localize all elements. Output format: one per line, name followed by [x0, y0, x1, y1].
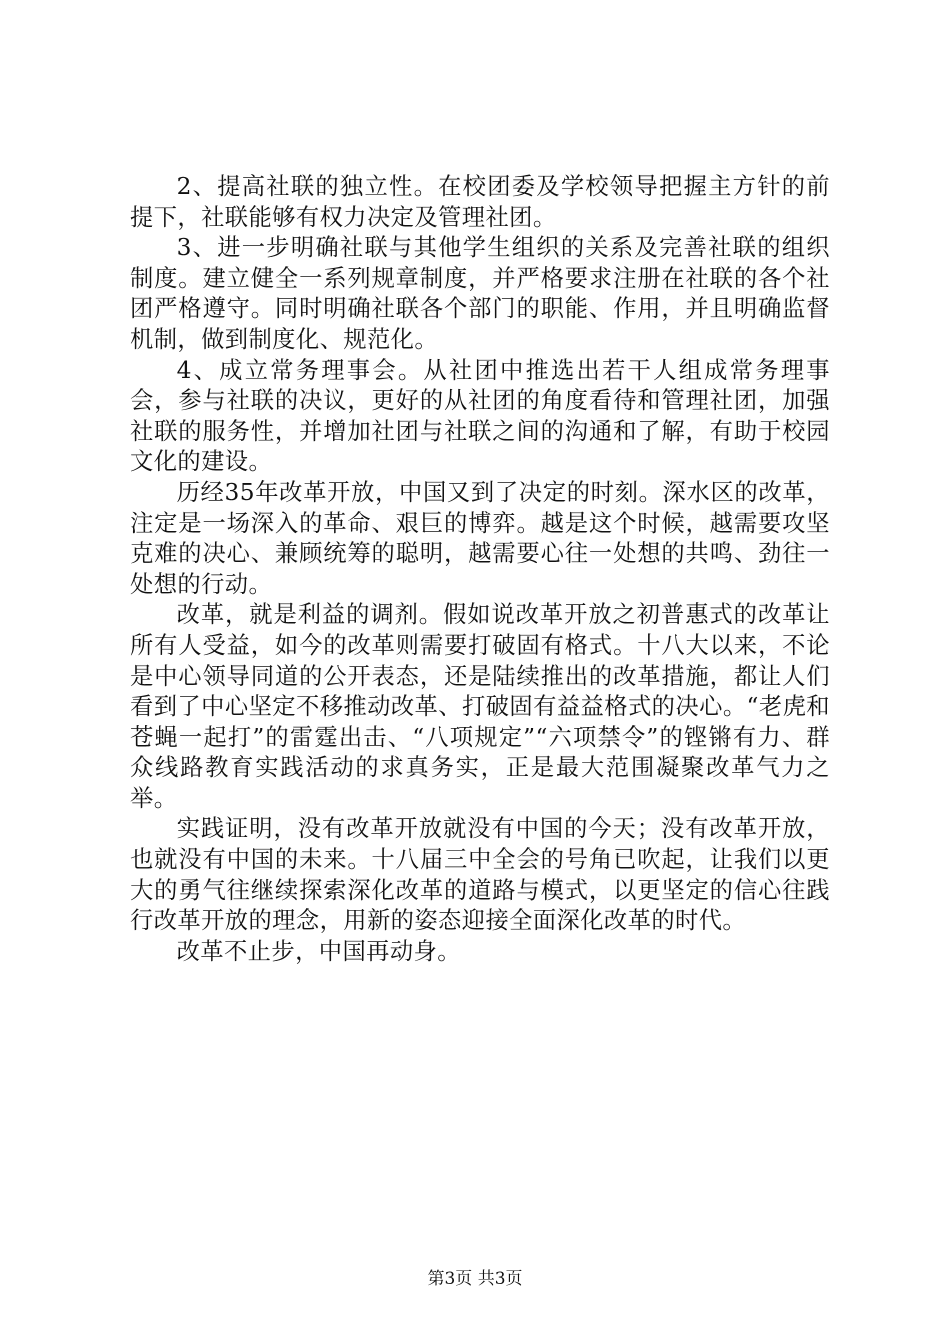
paragraph-item-2: 2、提高社联的独立性。在校团委及学校领导把握主方针的前提下，社联能够有权力决定及管理社团。 — [130, 173, 830, 231]
paragraph-reform-35-years: 历经35年改革开放，中国又到了决定的时刻。深水区的改革，注定是一场深入的革命、艰巨的博弈。越是这个时候，越需要攻坚克难的决心、兼顾统筹的聪明，越需要心往一处想的共鸣、劲往一处想的行动。 — [130, 478, 830, 598]
paragraph-item-3: 3、进一步明确社联与其他学生组织的关系及完善社联的组织制度。建立健全一系列规章制度，并严格要求注册在社联的各个社团严格遵守。同时明确社联各个部门的职能、作用，并且明确监督机制，做到制度化、规范化。 — [130, 234, 830, 353]
document-body — [130, 172, 830, 967]
paragraph-item-4: 4、成立常务理事会。从社团中推选出若干人组成常务理事会，参与社联的决议，更好的从社团的角度看待和管理社团，加强社联的服务性，并增加社团与社联之间的沟通和了解，有助于校园文化的建设。 — [130, 356, 830, 476]
paragraph-closing: 改革不止步，中国再动身。 — [176, 937, 461, 965]
paragraph-reform-interests: 改革，就是利益的调剂。假如说改革开放之初普惠式的改革让所有人受益，如今的改革则需要打破固有格式。十八大以来，不论是中心领导同道的公开表态，还是陆续推出的改革措施，都让人们看到了中心坚定不移推动改革、打破固有益益格式的决心。“老虎和苍蝇一起打”的雷霆出击、“八项规定”“六项禁令”的铿锵有力、群众线路教育实践活动的求真务实，正是最大范围凝聚改革气力之举。 — [130, 601, 830, 812]
page-number-footer: 第3页 共3页 — [427, 1269, 523, 1289]
paragraph-practice-proves: 实践证明，没有改革开放就没有中国的今天；没有改革开放，也就没有中国的未来。十八届三中全会的号角已吹起，让我们以更大的勇气往继续探索深化改革的道路与模式，以更坚定的信心往践行改革开放的理念，用新的姿态迎接全面深化改革的时代。 — [130, 815, 830, 935]
